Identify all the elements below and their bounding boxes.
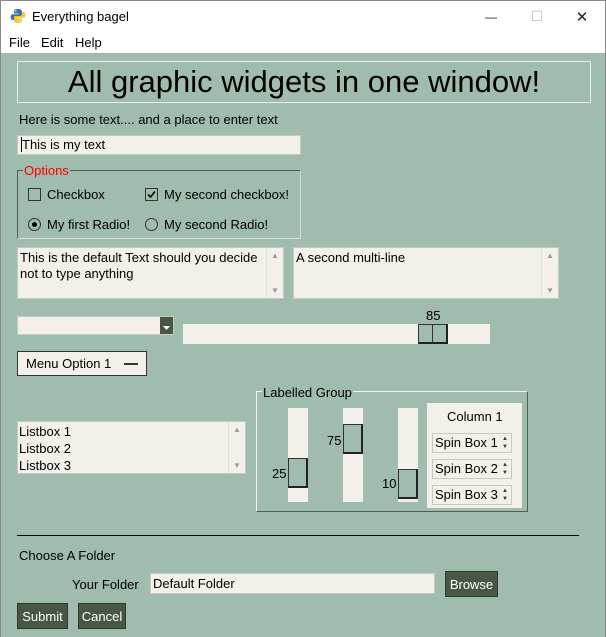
text-input[interactable] <box>17 135 301 155</box>
scroll-down-icon[interactable]: ▼ <box>233 461 241 470</box>
spin-box-2-value: Spin Box 2 <box>435 461 498 476</box>
folder-input-value: Default Folder <box>153 576 235 591</box>
option-menu-indicator-icon <box>124 363 138 365</box>
checkbox-2[interactable] <box>145 188 158 201</box>
browse-button[interactable]: Browse <box>445 571 498 597</box>
vertical-slider-2[interactable] <box>343 408 363 502</box>
radio-dot-icon <box>32 222 37 227</box>
cancel-button[interactable]: Cancel <box>78 603 126 629</box>
minimize-icon: — <box>485 9 497 24</box>
checkbox-1[interactable] <box>28 188 41 201</box>
chevron-down-icon <box>160 317 173 334</box>
radio-2[interactable] <box>145 218 158 231</box>
vslider-2-value-label: 75 <box>327 433 342 448</box>
hslider-thumb[interactable] <box>418 324 448 344</box>
window-title: Everything bagel <box>32 9 129 24</box>
spin-box-3[interactable] <box>432 485 512 505</box>
minimize-button[interactable] <box>468 1 514 32</box>
menu-bar <box>1 32 605 53</box>
radio-1[interactable] <box>28 218 41 231</box>
multiline-2-scrollbar[interactable] <box>541 248 558 298</box>
list-item[interactable]: Listbox 3 <box>19 458 72 473</box>
title-bar <box>1 1 605 32</box>
multiline-1-scrollbar[interactable] <box>266 248 283 298</box>
vertical-slider-3[interactable] <box>398 408 418 502</box>
vslider-3-value-label: 10 <box>382 476 397 491</box>
checkbox-1-label: Checkbox <box>47 187 105 202</box>
vslider-1-value-label: 25 <box>272 466 287 481</box>
checkmark-icon <box>146 189 157 200</box>
spin-box-3-value: Spin Box 3 <box>435 487 498 502</box>
combo-dropdown-button[interactable] <box>160 317 173 334</box>
python-app-icon <box>10 8 26 24</box>
radio-2-label: My second Radio! <box>164 217 269 232</box>
spin-box-2[interactable] <box>432 459 512 479</box>
text-input-value: This is my text <box>22 137 106 152</box>
client-area <box>1 53 605 637</box>
vslider-1-thumb[interactable] <box>288 458 308 488</box>
scroll-up-icon[interactable]: ▲ <box>271 251 279 260</box>
multiline-1-text: This is the default Text should you decide not to type anything <box>20 250 258 281</box>
scroll-up-icon[interactable]: ▲ <box>546 251 554 260</box>
menu-help[interactable]: Help <box>75 35 102 50</box>
listbox-scrollbar[interactable] <box>228 422 245 473</box>
spin-box-1-value: Spin Box 1 <box>435 435 498 450</box>
vertical-slider-1[interactable] <box>288 408 308 502</box>
intro-text: Here is some text.... and a place to enter text <box>19 112 278 127</box>
radio-1-label: My first Radio! <box>47 217 131 232</box>
spin-arrows-icon[interactable]: ▲ ▼ <box>502 488 508 502</box>
list-item[interactable]: Listbox 2 <box>19 441 72 456</box>
combo-box[interactable] <box>17 316 174 335</box>
multiline-1[interactable] <box>17 247 284 299</box>
folder-input[interactable] <box>150 573 435 594</box>
horizontal-slider[interactable] <box>183 324 490 344</box>
column-1 <box>427 403 522 508</box>
vslider-3-thumb[interactable] <box>398 469 418 499</box>
multiline-2-text: A second multi-line <box>296 250 406 265</box>
spin-arrows-icon[interactable]: ▲ ▼ <box>502 462 508 476</box>
close-icon: ✕ <box>575 8 589 26</box>
option-menu[interactable] <box>17 351 147 376</box>
option-menu-label: Menu Option 1 <box>26 356 112 371</box>
choose-folder-label: Choose A Folder <box>19 548 116 563</box>
scroll-down-icon[interactable]: ▼ <box>271 286 279 295</box>
vslider-2-thumb[interactable] <box>343 424 363 454</box>
scroll-down-icon[interactable]: ▼ <box>546 286 554 295</box>
column-1-title: Column 1 <box>447 409 503 424</box>
labelled-group-title: Labelled Group <box>263 385 352 400</box>
horizontal-separator <box>17 535 579 536</box>
menu-edit[interactable]: Edit <box>41 35 64 50</box>
options-legend: Options <box>24 163 69 178</box>
spin-box-1[interactable] <box>432 433 512 453</box>
menu-file[interactable]: File <box>9 35 30 50</box>
spin-arrows-icon[interactable]: ▲ ▼ <box>502 436 508 450</box>
submit-button[interactable]: Submit <box>17 603 68 629</box>
listbox[interactable] <box>17 421 246 474</box>
scroll-up-icon[interactable]: ▲ <box>233 425 241 434</box>
hslider-value-label: 85 <box>426 308 441 323</box>
page-heading: All graphic widgets in one window! <box>17 61 591 103</box>
list-item[interactable]: Listbox 1 <box>19 424 72 439</box>
maximize-button[interactable] <box>514 1 560 32</box>
your-folder-label: Your Folder <box>72 577 139 592</box>
close-button[interactable] <box>559 1 605 32</box>
checkbox-2-label: My second checkbox! <box>164 187 290 202</box>
multiline-2[interactable] <box>293 247 559 299</box>
maximize-icon: ☐ <box>530 8 544 24</box>
